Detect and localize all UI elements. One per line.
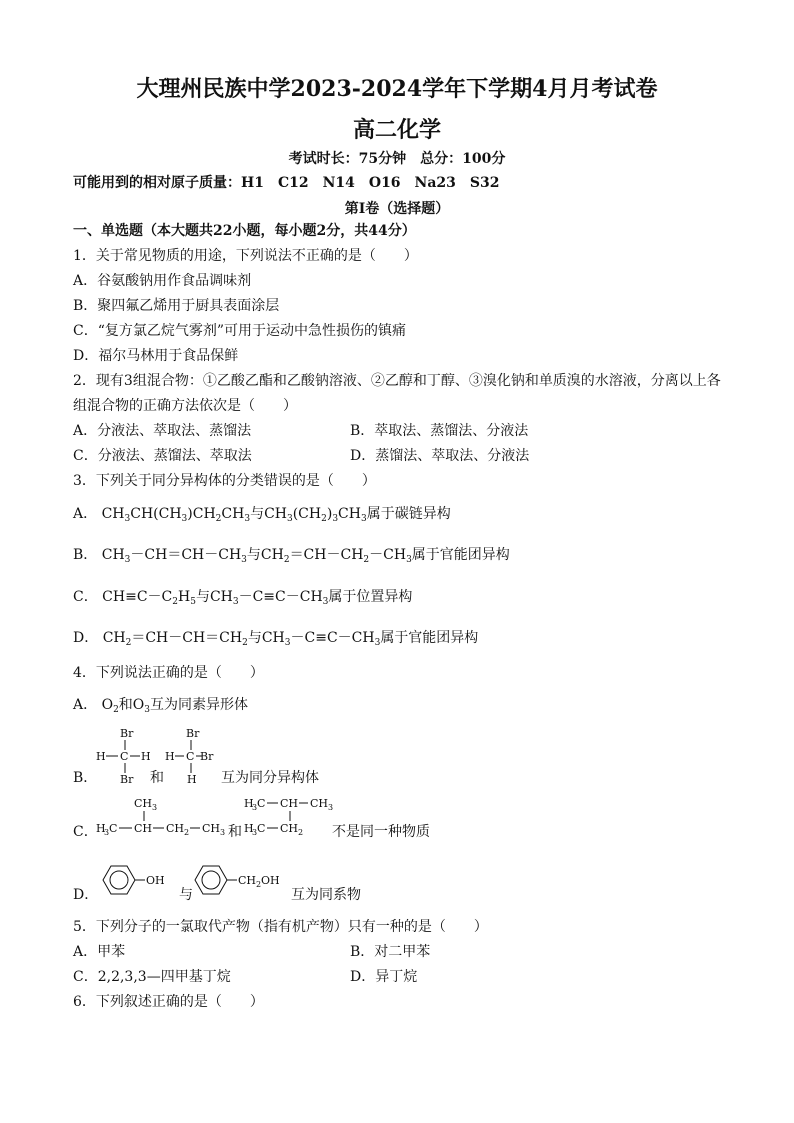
svg-text:CH: CH <box>280 797 299 810</box>
q3-b-formula-1: $CH_3-CH=CH-CH_3$ <box>101 547 247 565</box>
q3-option-a <box>73 505 451 528</box>
q3-a-formula-1: $CH_3CH(CH_3)CH_2CH_3$ <box>101 506 251 524</box>
svg-text:Br: Br <box>120 773 134 786</box>
q2-option-c: C．分液法、蒸馏法、萃取法 <box>73 448 252 464</box>
q2-option-d: D．蒸馏法、萃取法、分液法 <box>350 448 530 464</box>
svg-text:H: H <box>244 797 254 810</box>
exam-title: 大理州民族中学2023-2024学年下学期4月月考试卷 <box>136 76 658 102</box>
q3-c-suffix: 属于位置异构 <box>328 589 413 605</box>
svg-text:H: H <box>96 750 106 763</box>
q4-a-formula-o3: $O_3$ <box>132 697 151 715</box>
svg-text:CH: CH <box>238 874 257 887</box>
q4-a-and: 和 <box>118 697 133 713</box>
svg-text:H: H <box>141 750 151 763</box>
q4-b-and: 和 <box>150 770 164 786</box>
q4-d-benzyl-alcohol <box>195 866 280 894</box>
svg-text:C: C <box>257 822 266 835</box>
q4-b-label: B． <box>73 770 98 786</box>
q1-option-d: D．福尔马林用于食品保鲜 <box>73 348 239 364</box>
svg-text:C: C <box>109 822 118 835</box>
svg-text:2: 2 <box>184 828 190 837</box>
svg-text:CH: CH <box>202 822 221 835</box>
q4-d-and: 与 <box>179 887 193 903</box>
q4-c-suffix: 不是同一种物质 <box>332 824 430 840</box>
q3-d-suffix: 属于官能团异构 <box>380 630 479 646</box>
svg-text:3: 3 <box>152 803 158 812</box>
q5-stem: 5．下列分子的一氯取代产物（指有机产物）只有一种的是（ ） <box>73 919 488 935</box>
q4-c-structures <box>94 795 334 841</box>
q3-option-c <box>73 588 412 611</box>
exam-info: 考试时长：75分钟 总分：100分 <box>288 151 506 167</box>
q3-a-conj: 与 <box>250 506 265 522</box>
q2-stem-line2: 组混合物的正确方法依次是（ ） <box>73 398 297 414</box>
exam-subject: 高二化学 <box>352 117 441 143</box>
svg-text:Br: Br <box>186 727 200 740</box>
q2-option-b: B．萃取法、蒸馏法、分液法 <box>350 423 529 439</box>
svg-text:CH: CH <box>134 822 153 835</box>
svg-text:C: C <box>186 750 195 763</box>
q4-c-structure-1 <box>96 797 225 837</box>
svg-text:CH: CH <box>280 822 299 835</box>
svg-text:C: C <box>257 797 266 810</box>
q2-option-a: A．分液法、萃取法、蒸馏法 <box>73 423 252 439</box>
q3-stem: 3．下列关于同分异构体的分类错误的是（ ） <box>73 473 376 489</box>
atomic-masses: 可能用到的相对原子质量：H1 C12 N14 O16 Na23 S32 <box>73 175 500 191</box>
q3-a-label: A． <box>73 506 98 522</box>
svg-text:H: H <box>165 750 175 763</box>
q5-option-d: D．异丁烷 <box>350 969 418 985</box>
q4-b-structure-2 <box>165 727 214 786</box>
q1-option-a: A．谷氨酸钠用作食品调味剂 <box>73 273 252 289</box>
q3-option-d <box>73 629 478 652</box>
q3-c-conj: 与 <box>195 589 210 605</box>
svg-text:CH: CH <box>166 822 185 835</box>
svg-text:2: 2 <box>256 880 262 889</box>
svg-text:C: C <box>120 750 129 763</box>
svg-text:CH: CH <box>310 797 329 810</box>
q1-stem: 1．关于常见物质的用途，下列说法不正确的是（ ） <box>73 248 418 264</box>
svg-text:CH: CH <box>134 797 153 810</box>
q4-b-suffix: 互为同分异构体 <box>221 770 319 786</box>
svg-text:H: H <box>244 822 254 835</box>
q3-d-conj: 与 <box>247 630 262 646</box>
svg-text:2: 2 <box>298 828 304 837</box>
q3-a-suffix: 属于碳链异构 <box>366 506 451 522</box>
q3-d-label: D． <box>73 630 99 646</box>
q4-option-a <box>73 696 248 719</box>
q3-b-formula-2: $CH_2=CH-CH_2-CH_3$ <box>260 547 412 565</box>
q4-d-label: D． <box>73 887 99 903</box>
section-heading: 一、单选题（本大题共22小题，每小题2分，共44分） <box>73 223 416 239</box>
svg-text:3: 3 <box>220 828 226 837</box>
q3-b-label: B． <box>73 547 98 563</box>
q3-b-suffix: 属于官能团异构 <box>411 547 510 563</box>
q3-c-label: C． <box>73 589 98 605</box>
q6-stem: 6．下列叙述正确的是（ ） <box>73 994 264 1010</box>
q3-b-conj: 与 <box>246 547 261 563</box>
part-title: 第Ⅰ卷（选择题） <box>344 201 450 217</box>
q4-c-structure-2 <box>244 797 333 837</box>
q3-a-formula-2: $CH_3(CH_2)_3CH_3$ <box>264 506 367 524</box>
svg-text:Br: Br <box>200 750 214 763</box>
q4-stem: 4．下列说法正确的是（ ） <box>73 665 264 681</box>
q4-d-structures <box>95 860 295 904</box>
q4-a-label: A． <box>73 697 98 713</box>
q4-d-phenol <box>103 866 165 894</box>
q4-c-and: 和 <box>228 824 242 840</box>
q3-d-formula-1: $CH_2=CH-CH=CH_2$ <box>102 630 248 648</box>
q1-option-c: C．“复方氯乙烷气雾剂”可用于运动中急性损伤的镇痛 <box>73 323 407 339</box>
q4-a-formula-o2: $O_2$ <box>101 697 119 715</box>
svg-text:3: 3 <box>328 803 334 812</box>
q4-a-suffix: 互为同素异形体 <box>150 697 249 713</box>
q1-option-b: B．聚四氟乙烯用于厨具表面涂层 <box>73 298 280 314</box>
q3-d-formula-2: $CH_3-C\equiv C-CH_3$ <box>261 630 381 648</box>
q3-c-formula-2: $CH_3-C\equiv C-CH_3$ <box>209 589 329 607</box>
svg-text:OH: OH <box>261 874 280 887</box>
svg-text:H: H <box>187 773 197 786</box>
q4-d-suffix: 互为同系物 <box>291 887 361 903</box>
q4-c-label: C． <box>73 824 98 840</box>
q3-c-formula-1: $CH\equiv C-C_2H_5$ <box>102 589 196 607</box>
q5-option-a: A．甲苯 <box>73 944 126 960</box>
svg-text:Br: Br <box>120 727 134 740</box>
q4-b-structure-1 <box>96 727 151 786</box>
q5-option-c: C．2,2,3,3—四甲基丁烷 <box>73 969 231 985</box>
q5-option-b: B．对二甲苯 <box>350 944 431 960</box>
q3-option-b <box>73 546 510 569</box>
svg-text:3: 3 <box>252 803 258 812</box>
svg-text:3: 3 <box>104 828 110 837</box>
svg-text:OH: OH <box>146 874 165 887</box>
q2-stem-line1: 2．现有3组混合物：①乙酸乙酯和乙酸钠溶液、②乙醇和丁醇、③溴化钠和单质溴的水溶液，分离以上各 <box>73 373 721 389</box>
svg-text:3: 3 <box>252 828 258 837</box>
svg-text:H: H <box>96 822 106 835</box>
